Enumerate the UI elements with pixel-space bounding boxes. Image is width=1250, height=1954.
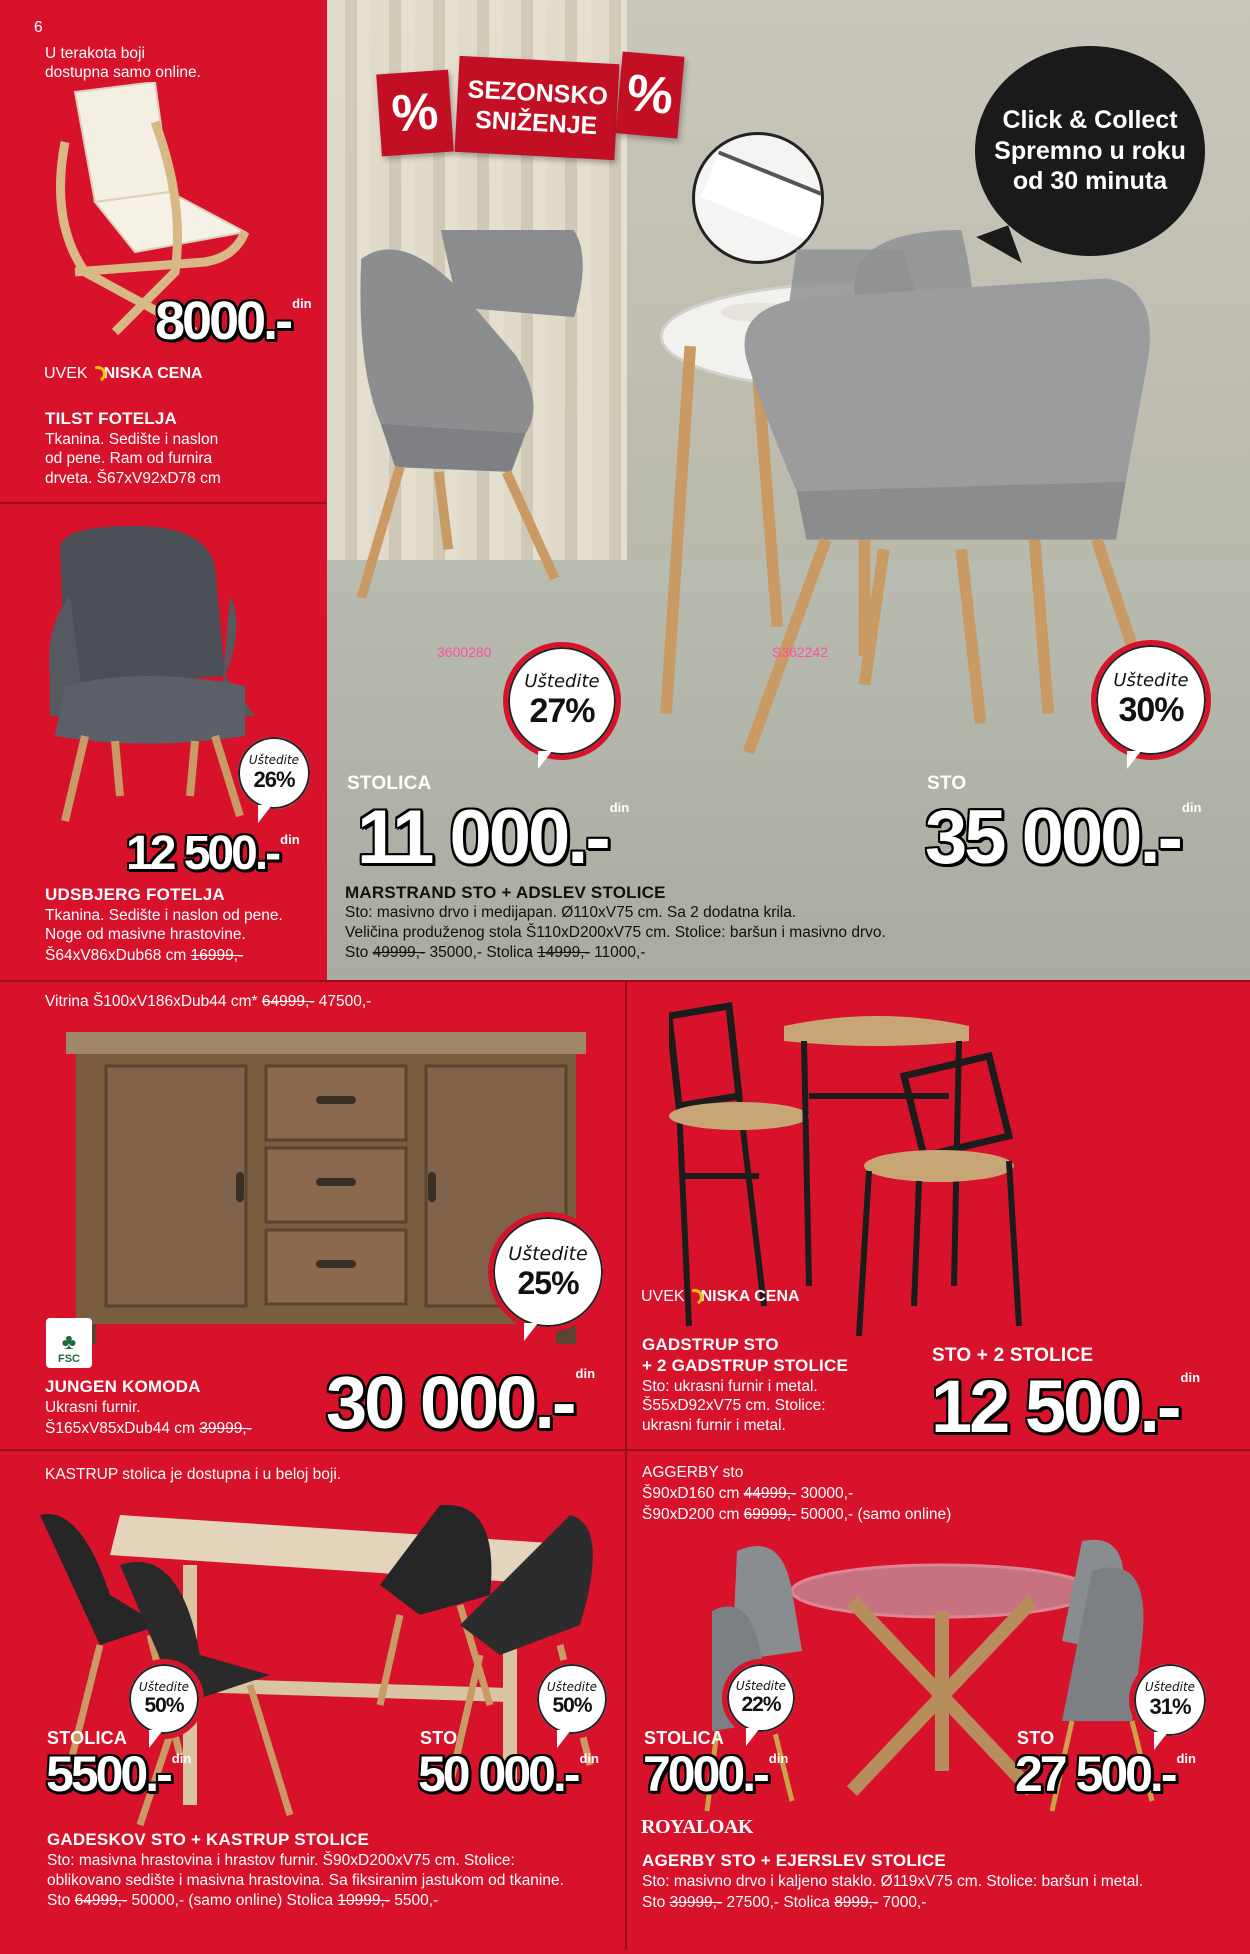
agerby-right-save-badge xyxy=(1129,1659,1211,1741)
jungen-dims: Š165xV85xDub44 cm xyxy=(45,1420,195,1437)
gadstrup-din: din xyxy=(1180,1370,1201,1385)
hero-right-price xyxy=(925,794,1201,881)
gadeskov-left-save-badge xyxy=(124,1659,204,1739)
gadeskov-left-label: STOLICA xyxy=(47,1728,128,1748)
gadstrup-price-value: 12 500.- xyxy=(931,1365,1179,1448)
agerby-name: AGERBY STO + EJERSLEV STOLICE xyxy=(642,1851,946,1870)
gadeskov-right-din: din xyxy=(579,1751,599,1766)
hero-right-save-badge xyxy=(1091,640,1211,760)
gadstrup-niska-cena-logo xyxy=(641,1288,800,1306)
jungen-desc: Ukrasni furnir. xyxy=(45,1399,141,1416)
hero-left-save-label: Uštedite xyxy=(524,671,600,692)
hero-line3-old2: 14999,- xyxy=(537,944,590,961)
agerby-left-price-value: 7000.- xyxy=(643,1746,767,1802)
jungen-save-badge xyxy=(488,1212,608,1332)
tree-icon: ♣ xyxy=(61,1329,77,1354)
agerby-right-price-value: 27 500.- xyxy=(1015,1746,1175,1802)
agerby-l2-a: Š90xD200 cm xyxy=(642,1506,740,1523)
jungen-din: din xyxy=(575,1366,596,1381)
jungen-old-price: 39999,- xyxy=(199,1420,252,1437)
udsbjerg-price xyxy=(126,826,300,881)
click-collect-line1: Click & Collect xyxy=(1002,106,1178,135)
gadeskov-desc1: Sto: masivna hrastovina i hrastov furnir. Š90xD200xV75 cm. Stolice: xyxy=(47,1852,515,1869)
gadeskov-left-save-label: Uštedite xyxy=(138,1680,190,1694)
agerby-line3-old2: 8999,- xyxy=(834,1894,879,1911)
agerby-left-label: STOLICA xyxy=(644,1728,725,1748)
agerby-price-line xyxy=(642,1893,926,1912)
hero-right-label: STO xyxy=(927,773,967,794)
fsc-text: FSC xyxy=(58,1353,80,1365)
udsbjerg-name: UDSBJERG FOTELJA xyxy=(45,885,225,904)
agerby-right-din: din xyxy=(1176,1751,1196,1766)
tilst-panel xyxy=(0,0,327,502)
udsbjerg-old-price: 16999,- xyxy=(190,947,244,964)
agerby-right-price xyxy=(1015,1745,1196,1803)
jungen-name: JUNGEN KOMODA xyxy=(45,1377,201,1396)
gadeskov-price-line xyxy=(47,1891,438,1910)
gadeskov-line3-b: 50000,- (samo online) Stolica xyxy=(131,1892,334,1909)
agerby-line2 xyxy=(642,1505,951,1524)
hero-left-label: STOLICA xyxy=(347,773,432,794)
agerby-line3-b: 27500,- Stolica xyxy=(726,1894,830,1911)
gadeskov-right-price xyxy=(418,1745,599,1803)
hero-line3-b: 35000,- Stolica xyxy=(429,944,533,961)
hero-code-right: S362242 xyxy=(772,644,829,660)
page-number: 6 xyxy=(34,19,43,36)
gadeskov-right-label: STO xyxy=(420,1728,458,1748)
udsbjerg-save-label: Uštedite xyxy=(248,753,300,767)
hero-right-save-pct: 30% xyxy=(1118,691,1184,729)
sale-pct-left-tag: % xyxy=(376,70,454,157)
jungen-save-pct: 25% xyxy=(517,1264,579,1301)
agerby-left-din: din xyxy=(768,1751,789,1766)
gadeskov-line3-old1: 64999,- xyxy=(74,1892,128,1909)
hero-right-price-value: 35 000.- xyxy=(925,795,1180,880)
gadeskov-line3-a: Sto xyxy=(47,1892,71,1909)
tilst-niska-cena-logo xyxy=(44,365,203,383)
agerby-l2-old: 69999,- xyxy=(743,1506,797,1523)
hero-left-price-value: 11 000.- xyxy=(357,795,608,880)
udsbjerg-dims: Š64xV86xDub68 cm xyxy=(45,947,187,964)
gadeskov-left-save-pct: 50% xyxy=(144,1694,184,1717)
hero-right-din: din xyxy=(1181,800,1202,815)
agerby-left-save-pct: 22% xyxy=(741,1693,781,1716)
agerby-left-save-label: Uštedite xyxy=(735,1679,787,1693)
vitrina-a: Vitrina Š100xV186xDub44 cm* xyxy=(45,993,258,1010)
jungen-panel xyxy=(0,982,625,1449)
agerby-l2-b: 50000,- (samo online) xyxy=(800,1506,952,1523)
gadstrup-panel xyxy=(627,982,1250,1449)
gadstrup-label: STO + 2 STOLICE xyxy=(932,1345,1094,1366)
click-collect-line2: Spremno u roku xyxy=(994,136,1186,165)
udsbjerg-dims-line xyxy=(45,946,243,965)
gadstrup-desc: Sto: ukrasni furnir i metal. Š55xD92xV75 cm. Stolice: ukrasni furnir i metal. xyxy=(642,1378,826,1434)
hero-left-din: din xyxy=(609,800,630,815)
gadeskov-right-save-label: Uštedite xyxy=(546,1680,598,1694)
agerby-right-save-label: Uštedite xyxy=(1144,1680,1196,1694)
gadeskov-left-price xyxy=(46,1745,191,1803)
fsc-logo xyxy=(46,1318,92,1368)
gadeskov-right-price-value: 50 000.- xyxy=(418,1746,578,1802)
udsbjerg-din: din xyxy=(280,832,300,847)
jungen-price-value: 30 000.- xyxy=(326,1361,574,1444)
agerby-panel xyxy=(627,1451,1250,1954)
royaloak-logo: ROYALOAK xyxy=(641,1816,753,1838)
udsbjerg-price-value: 12 500.- xyxy=(126,827,279,880)
hero-desc1: Sto: masivno drvo i medijapan. Ø110xV75 cm. Sa 2 dodatna krila. xyxy=(345,904,797,921)
sale-sign xyxy=(379,54,679,164)
hero-name: MARSTRAND STO + ADSLEV STOLICE xyxy=(345,883,666,902)
vitrina-b: 47500,- xyxy=(318,993,372,1010)
hero-left-save-badge xyxy=(503,642,621,760)
gadeskov-name: GADESKOV STO + KASTRUP STOLICE xyxy=(47,1830,369,1849)
uvek-text: UVEK xyxy=(44,365,88,382)
gadstrup-set-image xyxy=(669,996,1099,1336)
tilst-name: TILST FOTELJA xyxy=(45,409,177,428)
hero-panel xyxy=(327,0,1250,980)
gadeskov-left-price-value: 5500.- xyxy=(46,1746,170,1802)
agerby-desc: Sto: masivno drvo i kaljeno staklo. Ø119xV75 cm. Stolice: baršun i metal. xyxy=(642,1873,1144,1890)
tilst-price-value: 8000.- xyxy=(155,291,291,351)
niska-cena-text: NISKA CENA xyxy=(700,1288,800,1305)
udsbjerg-save-badge xyxy=(233,732,315,814)
gadstrup-name2: + 2 GADSTRUP STOLICE xyxy=(642,1356,848,1375)
gadeskov-panel xyxy=(0,1451,625,1954)
tilst-price xyxy=(155,290,312,352)
tilst-desc: Tkanina. Sedište i naslon od pene. Ram od furnira drveta. Š67xV92xD78 cm xyxy=(45,431,221,487)
gadeskov-desc2: oblikovano sedište i masivna hrastovina. Sa fiksiranim jastukom od tkanine. xyxy=(47,1872,564,1889)
agerby-right-label: STO xyxy=(1017,1728,1055,1748)
agerby-left-save-badge xyxy=(722,1659,800,1737)
hero-right-save-label: Uštedite xyxy=(1113,670,1189,691)
vitrina-line xyxy=(45,992,371,1011)
gadstrup-name1: GADSTRUP STO xyxy=(642,1335,779,1354)
uvek-text: UVEK xyxy=(641,1288,685,1305)
hero-code-left: 3600280 xyxy=(437,644,492,660)
agerby-line3-a: Sto xyxy=(642,1894,666,1911)
udsbjerg-panel xyxy=(0,504,327,980)
agerby-right-save-pct: 31% xyxy=(1149,1694,1191,1719)
hero-desc2: Veličina produženog stola Š110xD200xV75 cm. Stolice: baršun i masivno drvo. xyxy=(345,924,886,941)
gadeskov-note: KASTRUP stolica je dostupna i u beloj boji. xyxy=(45,1466,342,1483)
agerby-line3-old1: 39999,- xyxy=(669,1894,723,1911)
tilst-note: U terakota boji dostupna samo online. xyxy=(45,45,201,82)
sale-title-tag xyxy=(455,56,620,160)
vitrina-old: 64999,- xyxy=(261,993,315,1010)
udsbjerg-save-pct: 26% xyxy=(253,767,295,792)
hero-line3-c: 11000,- xyxy=(594,944,646,961)
hero-price-line xyxy=(345,943,646,962)
agerby-head: AGGERBY sto xyxy=(642,1464,744,1481)
agerby-line3-c: 7000,- xyxy=(882,1894,927,1911)
agerby-l1-old: 44999,- xyxy=(743,1485,797,1502)
hero-left-save-pct: 27% xyxy=(529,692,595,730)
niska-cena-text: NISKA CENA xyxy=(103,365,203,382)
agerby-l1-b: 30000,- xyxy=(800,1485,854,1502)
hero-line3-old1: 49999,- xyxy=(372,944,426,961)
sale-line1: SEZONSKO xyxy=(466,75,609,111)
click-collect-bubble xyxy=(975,46,1205,256)
agerby-line1 xyxy=(642,1484,853,1503)
jungen-dims-line xyxy=(45,1419,252,1438)
jungen-price xyxy=(326,1360,595,1445)
hero-left-price xyxy=(357,794,629,881)
agerby-l1-a: Š90xD160 cm xyxy=(642,1485,740,1502)
gadstrup-price xyxy=(931,1364,1200,1449)
click-collect-line3: od 30 minuta xyxy=(1012,167,1168,196)
gadeskov-line3-c: 5500,- xyxy=(394,1892,439,1909)
gadeskov-line3-old2: 10999,- xyxy=(337,1892,390,1909)
sale-pct-right-tag: % xyxy=(616,51,685,138)
sale-line2: SNIŽENJE xyxy=(474,105,598,141)
jungen-save-label: Uštedite xyxy=(508,1242,588,1265)
gadeskov-right-save-pct: 50% xyxy=(552,1694,592,1717)
udsbjerg-desc: Tkanina. Sedište i naslon od pene. Noge od masivne hrastovine. xyxy=(45,907,283,944)
gadeskov-right-save-badge xyxy=(532,1659,612,1739)
hero-line3-a: Sto xyxy=(345,944,369,961)
tilst-din: din xyxy=(292,296,312,311)
agerby-left-price xyxy=(643,1745,788,1803)
gadeskov-left-din: din xyxy=(171,1751,192,1766)
